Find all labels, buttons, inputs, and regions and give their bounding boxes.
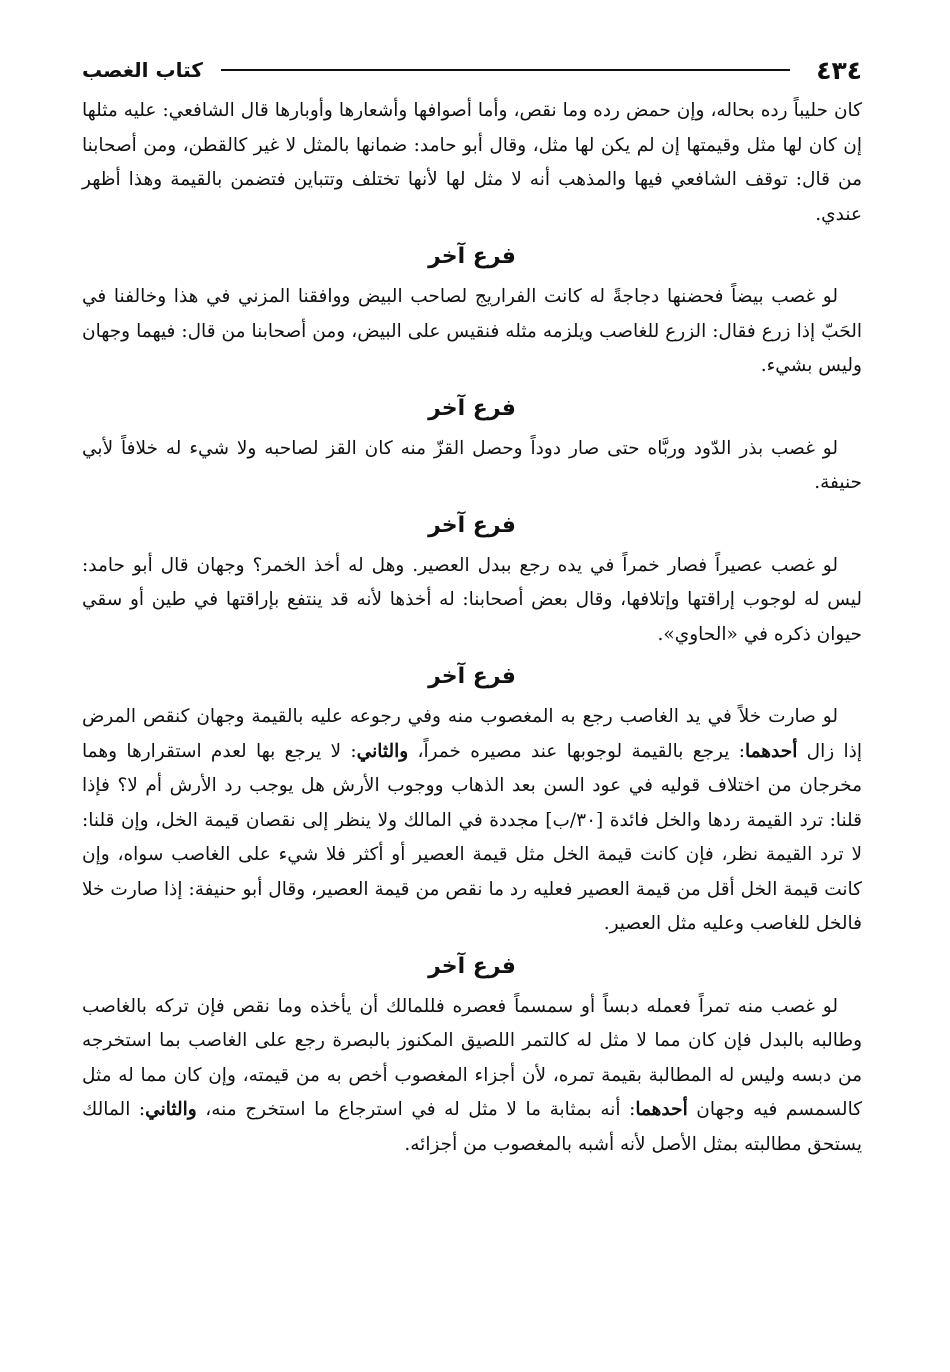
section [82, 948, 862, 1163]
bold-term: أحدهما [635, 1099, 688, 1120]
text-run: لو غصب منه تمراً فعمله دبساً أو سمسماً فعصره فللمالك أن يأخذه وما نقص فإن تركه بالغاصب وطالبه بالبدل فإن كان مما لا مثل له كالتمر اللصيق المكنوز بالبصرة رجع على الغاصب بما استخرجه من دبسه وليس له المطالبة بقيمة تمره، لأن أجزاء المغصوب أخص به من قيمته، وإن كان مما له مثل كالسمسم فيه وجهان [82, 995, 863, 1120]
paragraph [82, 280, 862, 384]
bold-term: أحدهما [744, 740, 798, 762]
section [82, 658, 862, 942]
paragraph [82, 432, 862, 501]
text-run: لو غصب بذر الدّود وربَّاه حتى صار دوداً وحصل القزّ منه كان القز لصاحبه ولا شيء له خلافاً لأبي حنيفة. [82, 437, 862, 493]
text-run: لو غصب بيضاً فحضنها دجاجةً له كانت الفراريج لصاحب البيض ووافقنا المزني في هذا وخالفنا في الحَبّ إذا زرع فقال: الزرع للغاصب ويلزمه مثله فنقيس على البيض، ومن أصحابنا من قال: فيهما وجهان وليس بشيء. [82, 286, 862, 376]
text-run: : أنه بمثابة ما لا مثل له في استرجاع ما استخرج منه، [196, 1099, 636, 1120]
page-number: ٤٣٤ [816, 55, 862, 85]
header-rule [221, 69, 790, 71]
section [82, 507, 862, 653]
text-run: لو صارت خلاً في يد الغاصب رجع به المغصوب منه وفي رجوعه عليه بالقيمة وجهان كنقص المرض إذا زال [82, 706, 862, 762]
page-header [82, 52, 862, 88]
book-title: كتاب الغصب [82, 58, 203, 82]
section [82, 94, 862, 232]
section-heading: فرع آخر [428, 664, 516, 689]
section-heading: فرع آخر [428, 953, 516, 979]
section [82, 390, 862, 501]
paragraph [82, 700, 862, 942]
text-run: لو غصب عصيراً فصار خمراً في يده رجع ببدل العصير. وهل له أخذ الخمر؟ وجهان قال أبو حامد: ليس له لوجوب إراقتها وإتلافها، وقال بعض أصحابنا: له أخذها لأنه قد ينتفع بإراقتها في طين أو سقي حيوان ذكره في «الحاوي». [82, 554, 862, 645]
paragraph [82, 990, 862, 1163]
section-heading: فرع آخر [428, 244, 516, 269]
paragraph [82, 94, 862, 232]
section [82, 238, 862, 384]
document-body [82, 94, 862, 1162]
text-run: كان حليباً رده بحاله، وإن حمض رده وما نقص، وأما أصوافها وأشعارها وأوبارها قال الشافعي: عليه مثلها إن كان لها مثل وقيمتها إن لم يكن لها مثل، وقال أبو حامد: ضمانها بالمثل لا غير كالقطن، ومن أصحابنا من قال: توقف الشافعي فيها والمذهب أنه لا مثل لها لأنها تختلف وتتباين فتضمن بالقيمة وهذا أظهر عندي. [82, 100, 862, 225]
bold-term: والثاني [356, 740, 409, 762]
bold-term: والثاني [145, 1099, 197, 1120]
text-run: : المالك يستحق مطالبته بمثل الأصل لأنه أشبه بالمغصوب من أجزائه. [82, 1099, 862, 1155]
text-run: : لا يرجع بها لعدم استقرارها وهما مخرجان من اختلاف قوليه في عود السن بعد الذهاب ووجوب الأرش هل يوجب رد الأرش أم لا؟ فإذا قلنا: ترد القيمة ردها والخل فائدة [٣٠/ب] مجددة في المالك ولا ينظر إلى نقصان قيمة الخل، وإن قلنا: لا ترد القيمة نظر، فإن كانت قيمة الخل مثل قيمة العصير أو أكثر فلا شيء على الغاصب سواه، وإن كانت قيمة الخل أقل من قيمة العصير فعليه رد ما نقص من قيمة العصير، وقال أبو حنيفة: إذا صارت خلا فالخل للغاصب وعليه مثل العصير. [82, 740, 862, 934]
text-run: : يرجع بالقيمة لوجوبها عند مصيره خمراً، [408, 740, 745, 762]
section-heading: فرع آخر [428, 395, 516, 421]
section-heading: فرع آخر [428, 512, 516, 538]
paragraph [82, 549, 862, 653]
